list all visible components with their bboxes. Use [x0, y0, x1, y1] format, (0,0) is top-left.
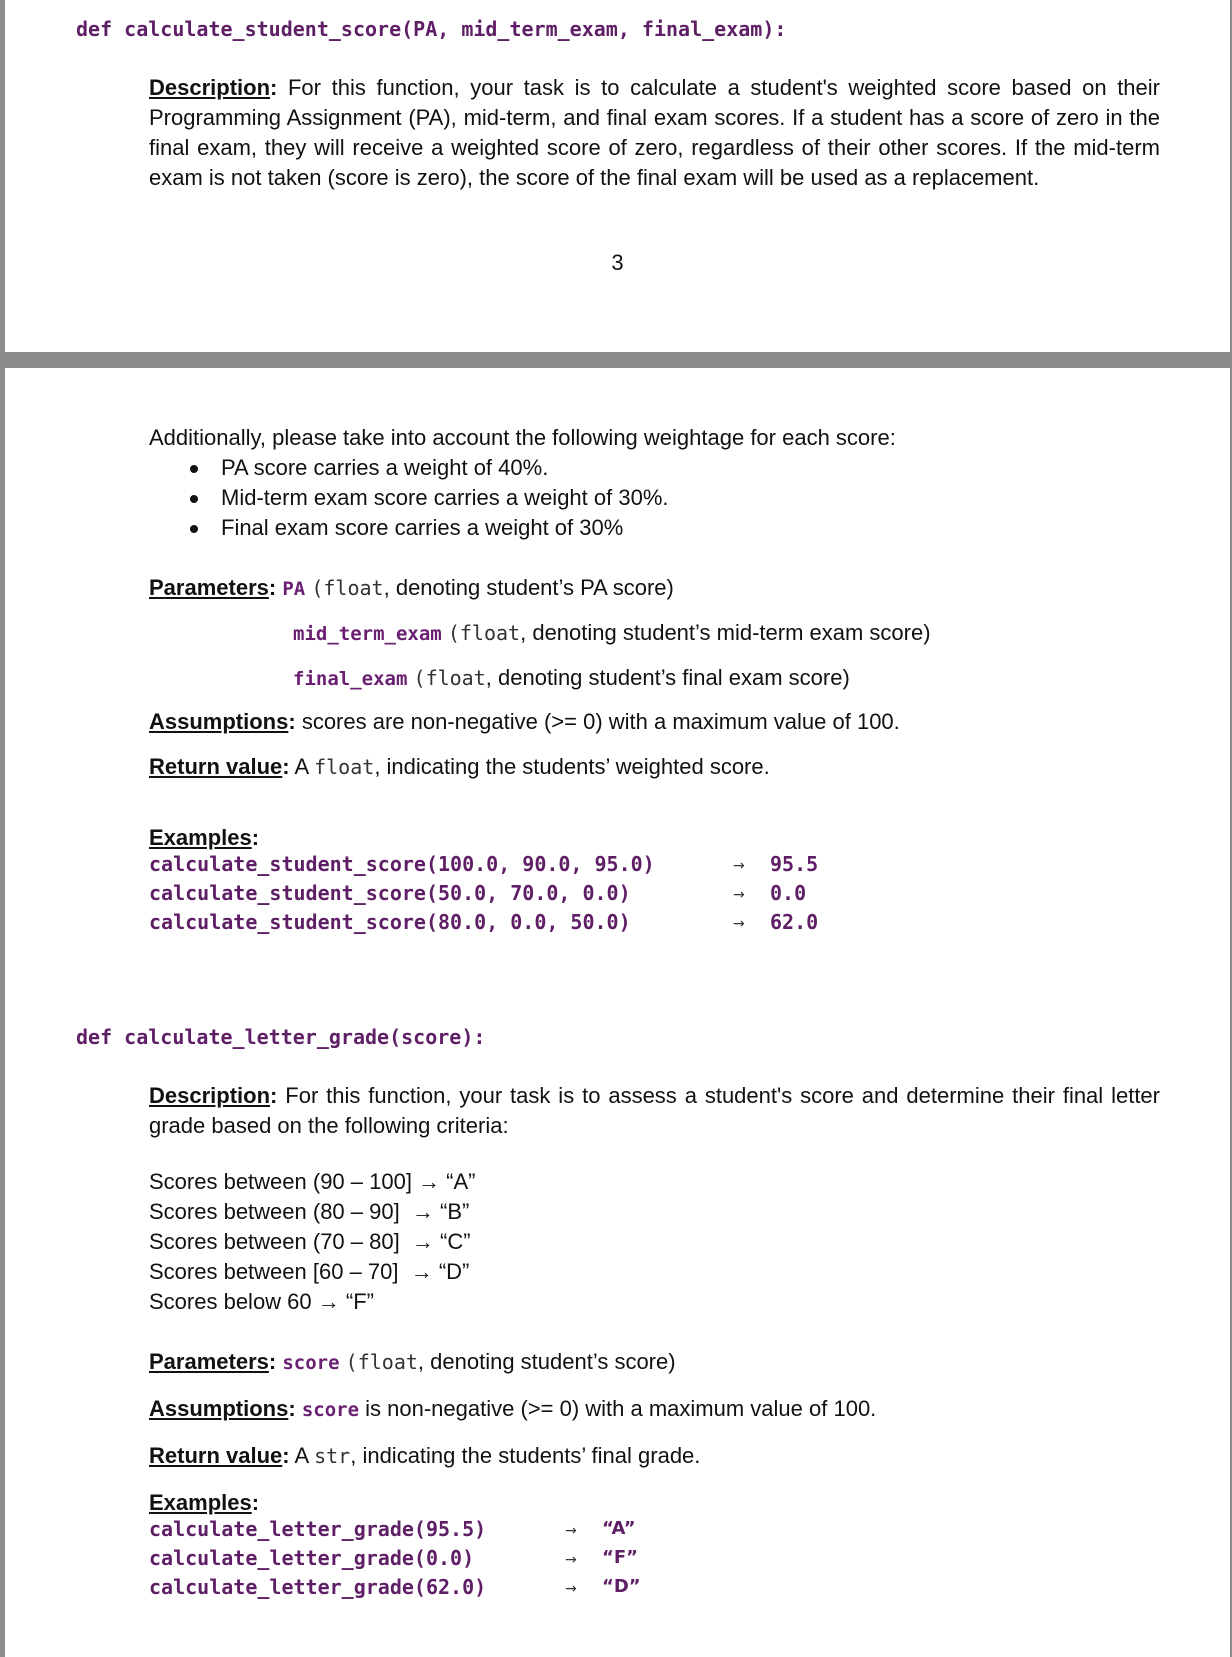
- description-label: Description: [149, 75, 271, 100]
- criteria-item-f: Scores below 60 → “F”: [149, 1289, 374, 1314]
- return-desc: , indicating the students’ weighted score.: [374, 754, 770, 779]
- description-paragraph-1: Description: For this function, your task is to calculate a student's weighted score based on their Programming Assignment (PA), mid-term, and final exam scores. If a student has a score of zero in the final exam, they will receive a weighted score of zero, regardless of their other scores. If the mid-term exam is not taken (score is zero), the score of the final exam will be used as a replacement.: [149, 75, 1160, 190]
- examples-heading: Examples:: [149, 1490, 260, 1515]
- criteria-item-b: Scores between (80 – 90] → “B”: [149, 1199, 470, 1224]
- param-name-final: final_exam: [293, 668, 408, 690]
- arrow-icon: →: [565, 1523, 577, 1539]
- example-result: 62.0: [770, 910, 819, 934]
- param-desc: , denoting student’s PA score): [383, 575, 674, 600]
- description-paragraph-2: Description: For this function, your task is to assess a student's score and determine their final letter grade based on the following criteria:: [149, 1083, 1160, 1138]
- example-result: 95.5: [770, 852, 819, 876]
- examples-heading: Examples:: [149, 825, 260, 850]
- examples-label: Examples: [149, 825, 252, 850]
- parameters-row-midterm: mid_term_exam (float, denoting student’s mid-term exam score): [293, 620, 931, 645]
- parameters-label: Parameters: [149, 1349, 269, 1374]
- assumptions-label: Assumptions: [149, 709, 289, 734]
- parameters-label: Parameters: [149, 575, 269, 600]
- arrow-icon: →: [733, 887, 745, 903]
- bullet-icon: [190, 495, 198, 503]
- example-result: 0.0: [770, 881, 807, 905]
- return-value-row: Return value: A str, indicating the students’ final grade.: [149, 1443, 701, 1468]
- param-name-pa: PA: [282, 578, 306, 600]
- function-signature-calculate-letter-grade: def calculate_letter_grade(score):: [76, 1025, 486, 1049]
- example-result: “D”: [602, 1576, 641, 1597]
- example-call: calculate_student_score(100.0, 90.0, 95.0): [149, 852, 655, 876]
- return-type: str: [314, 1444, 351, 1468]
- return-value-label: Return value: [149, 1443, 283, 1468]
- return-prefix: A: [294, 1443, 308, 1468]
- criteria-item-c: Scores between (70 – 80] → “C”: [149, 1229, 471, 1254]
- arrow-icon: →: [565, 1581, 577, 1597]
- assumptions-label: Assumptions: [149, 1396, 289, 1421]
- param-name-midterm: mid_term_exam: [293, 623, 442, 645]
- param-desc: , denoting student’s mid-term exam score): [520, 620, 931, 645]
- criteria-item-d: Scores between [60 – 70] → “D”: [149, 1259, 470, 1284]
- description-text: For this function, your task is to calculate a student's weighted score based on their Programming Assignment (PA), mid-term, and final exam scores. If a student has a score of zero in the final exam, they will receive a weighted score of zero, regardless of their other scores. If the mid-term exam is not taken (score is zero), the score of the final exam will be used as a replacement.: [149, 75, 1160, 190]
- weight-item-pa: PA score carries a weight of 40%.: [221, 455, 549, 480]
- weightage-intro: Additionally, please take into account the following weightage for each score:: [149, 425, 896, 450]
- page-number: 3: [611, 250, 624, 275]
- criteria-item-a: Scores between (90 – 100] → “A”: [149, 1169, 476, 1194]
- parameters-row-final: final_exam (float, denoting student’s final exam score): [293, 665, 850, 690]
- example-call: calculate_letter_grade(0.0): [149, 1546, 475, 1570]
- parameters-row-score: Parameters: score (float, denoting student’s score): [149, 1349, 676, 1374]
- return-value-row: Return value: A float, indicating the students’ weighted score.: [149, 754, 770, 779]
- description-label: Description: [149, 1083, 271, 1108]
- arrow-icon: →: [565, 1552, 577, 1568]
- bullet-icon: [190, 525, 198, 533]
- param-type: float: [323, 576, 384, 600]
- assumptions-row: Assumptions: scores are non-negative (>= 0) with a maximum value of 100.: [149, 709, 900, 734]
- description-text: For this function, your task is to assess a student's score and determine their final letter grade based on the following criteria:: [149, 1083, 1160, 1138]
- document-page-2: [5, 368, 1230, 1657]
- param-type: float: [425, 666, 486, 690]
- param-type: float: [357, 1350, 418, 1374]
- bullet-icon: [190, 465, 198, 473]
- return-desc: , indicating the students’ final grade.: [350, 1443, 701, 1468]
- function-signature-calculate-student-score: def calculate_student_score(PA, mid_term_exam, final_exam):: [76, 17, 787, 41]
- return-type: float: [314, 755, 375, 779]
- page-separator: [0, 352, 1232, 368]
- param-name-score: score: [282, 1352, 340, 1374]
- parameters-row-pa: Parameters: PA (float, denoting student’s PA score): [149, 575, 674, 600]
- example-call: calculate_letter_grade(62.0): [149, 1575, 487, 1599]
- example-call: calculate_student_score(50.0, 70.0, 0.0): [149, 881, 631, 905]
- arrow-icon: →: [733, 916, 745, 932]
- assumptions-row: Assumptions: score is non-negative (>= 0) with a maximum value of 100.: [149, 1396, 877, 1421]
- document-page-1: [5, 0, 1230, 353]
- arrow-icon: →: [733, 858, 745, 874]
- assumptions-text: is non-negative (>= 0) with a maximum value of 100.: [365, 1396, 877, 1421]
- assumptions-text: scores are non-negative (>= 0) with a maximum value of 100.: [301, 709, 900, 734]
- weight-item-midterm: Mid-term exam score carries a weight of 30%.: [221, 485, 669, 510]
- param-type: float: [459, 621, 521, 645]
- example-result: “A”: [602, 1518, 636, 1539]
- return-prefix: A: [294, 754, 308, 779]
- param-desc: , denoting student’s score): [417, 1349, 676, 1374]
- example-result: “F”: [602, 1547, 638, 1568]
- example-call: calculate_letter_grade(95.5): [149, 1517, 487, 1541]
- return-value-label: Return value: [149, 754, 283, 779]
- examples-label: Examples: [149, 1490, 252, 1515]
- assumptions-param-name: score: [301, 1399, 360, 1421]
- example-call: calculate_student_score(80.0, 0.0, 50.0): [149, 910, 631, 934]
- param-desc: , denoting student’s final exam score): [485, 665, 850, 690]
- weight-item-final: Final exam score carries a weight of 30%: [221, 515, 624, 540]
